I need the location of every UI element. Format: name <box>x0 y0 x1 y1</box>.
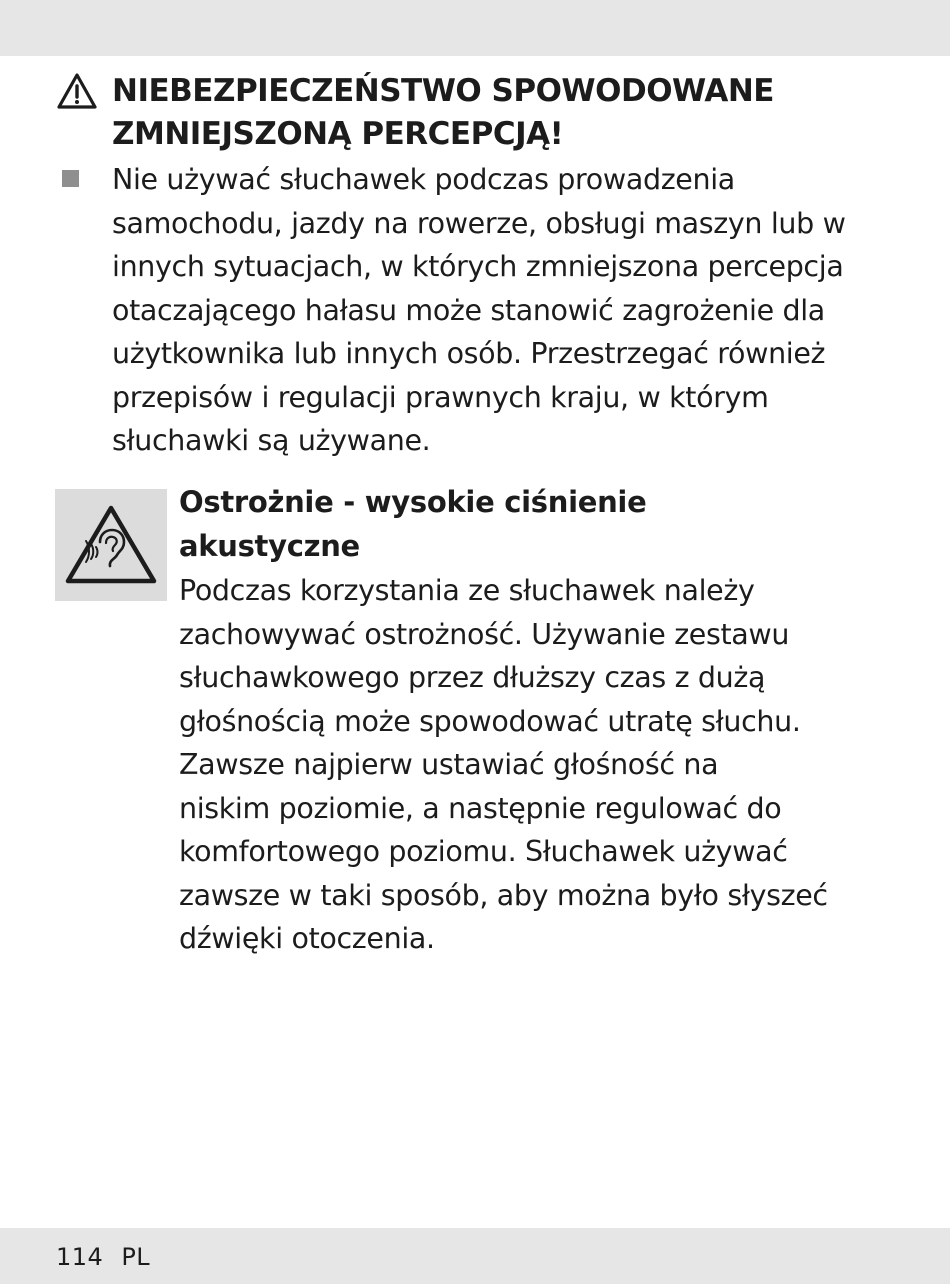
paragraph-line: innych sytuacjach, w których zmniejszona percepcja <box>112 250 844 283</box>
warning-title-line: ZMNIEJSZONĄ PERCEPCJĄ! <box>112 116 564 152</box>
page-footer <box>56 1239 150 1275</box>
hearing-damage-warning-icon <box>55 489 167 601</box>
paragraph-line: użytkownika lub innych osób. Przestrzegać również <box>112 337 826 370</box>
paragraph-line: niskim poziomie, a następnie regulować do <box>179 791 782 825</box>
paragraph-line: słuchawki są używane. <box>112 424 431 457</box>
caution-title <box>179 480 919 568</box>
paragraph-line: samochodu, jazdy na rowerze, obsługi maszyn lub w <box>112 206 846 240</box>
language-code: PL <box>121 1243 151 1271</box>
bullet-square-icon <box>62 170 79 187</box>
paragraph-line: głośnością może spowodować utratę słuchu. <box>179 704 801 738</box>
paragraph-line: Nie używać słuchawek podczas prowadzenia <box>112 163 735 196</box>
paragraph-line: słuchawkowego przez dłuższy czas z dużą <box>179 661 766 694</box>
caution-title-line: akustyczne <box>179 529 360 563</box>
warning-title <box>112 70 932 156</box>
hearing-pictogram <box>55 489 167 601</box>
paragraph-line: zachowywać ostrożność. Używanie zestawu <box>179 617 790 651</box>
warning-triangle-icon <box>56 72 98 110</box>
warning-title-line: NIEBEZPIECZEŃSTWO SPOWODOWANE <box>112 73 774 109</box>
paragraph-line: otaczającego hałasu może stanowić zagrożenie dla <box>112 293 825 327</box>
caution-title-line: Ostrożnie - wysokie ciśnienie <box>179 485 647 519</box>
caution-paragraph <box>179 569 939 961</box>
header-band <box>0 0 950 56</box>
paragraph-line: Podczas korzystania ze słuchawek należy <box>179 574 755 607</box>
paragraph-line: zawsze w taki sposób, aby można było słyszeć <box>179 878 828 912</box>
paragraph-line: komfortowego poziomu. Słuchawek używać <box>179 835 788 868</box>
paragraph-line: przepisów i regulacji prawnych kraju, w którym <box>112 380 769 414</box>
paragraph-line: Zawsze najpierw ustawiać głośność na <box>179 748 719 781</box>
warning-bullet-paragraph <box>112 158 932 463</box>
page-number: 114 <box>56 1243 104 1271</box>
paragraph-line: dźwięki otoczenia. <box>179 922 435 955</box>
